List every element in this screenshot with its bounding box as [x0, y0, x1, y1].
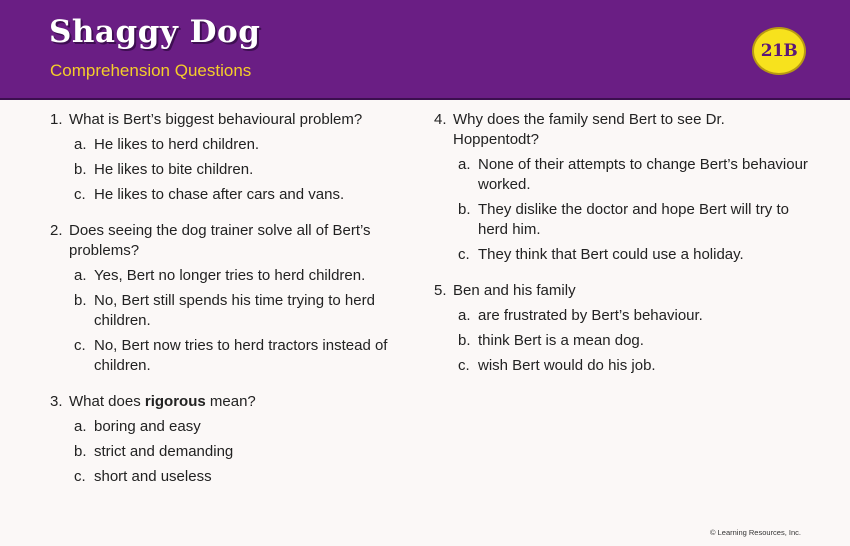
option-text: They dislike the doctor and hope Bert will try to herd him. [478, 201, 789, 238]
question-number: 1. [50, 111, 63, 128]
vocabulary-word: rigorous [144, 393, 206, 410]
question-4 [434, 110, 814, 265]
option-letter: a. [458, 156, 471, 173]
option-letter: b. [458, 201, 471, 218]
option-text: Yes, Bert no longer tries to herd children. [94, 267, 366, 284]
option-letter: a. [74, 418, 87, 435]
copyright-notice: © Learning Resources, Inc. [710, 528, 801, 537]
option-text: strict and demanding [94, 443, 234, 460]
answer-options [453, 155, 814, 265]
option-letter: c. [458, 246, 470, 263]
option-text: No, Bert still spends his time trying to herd children. [94, 292, 375, 329]
option-text: No, Bert now tries to herd tractors instead of children. [94, 337, 388, 374]
left-column [50, 110, 410, 487]
card-header [0, 0, 850, 100]
option-text: He likes to herd children. [94, 136, 260, 153]
option-text: None of their attempts to change Bert’s behaviour worked. [478, 156, 808, 193]
answer-option [69, 291, 410, 331]
option-text: He likes to chase after cars and vans. [94, 186, 345, 203]
question-text-start: What does [69, 393, 141, 410]
option-letter: c. [458, 357, 470, 374]
right-column [434, 110, 814, 376]
option-letter: b. [74, 443, 87, 460]
question-number: 3. [50, 393, 63, 410]
question-text: Why does the family send Bert to see Dr. Hoppentodt? [453, 111, 725, 148]
question-1 [50, 110, 410, 205]
option-letter: b. [458, 332, 471, 349]
option-text: short and useless [94, 468, 212, 485]
option-letter: a. [74, 267, 87, 284]
question-2 [50, 221, 410, 376]
question-number: 5. [434, 282, 447, 299]
question-text [69, 392, 410, 412]
option-text: think Bert is a mean dog. [478, 332, 644, 349]
answer-option [453, 155, 814, 195]
option-text: They think that Bert could use a holiday. [478, 246, 744, 263]
option-letter: a. [74, 136, 87, 153]
answer-option [453, 306, 814, 326]
answer-option [453, 200, 814, 240]
question-number: 4. [434, 111, 447, 128]
answer-options [69, 135, 410, 205]
answer-option [453, 245, 814, 265]
badge-label: 21B [760, 41, 798, 61]
answer-options [69, 266, 410, 376]
answer-option [69, 467, 410, 487]
question-text-end: mean? [209, 393, 256, 410]
question-3 [50, 392, 410, 487]
option-letter: c. [74, 186, 86, 203]
question-text: Does seeing the dog trainer solve all of Bert’s problems? [69, 222, 371, 259]
card-number-badge [752, 27, 806, 75]
question-number: 2. [50, 222, 63, 239]
answer-option [69, 160, 410, 180]
card-subtitle: Comprehension Questions [50, 61, 252, 80]
option-text: are frustrated by Bert’s behaviour. [478, 307, 703, 324]
answer-option [453, 331, 814, 351]
answer-options [453, 306, 814, 376]
answer-option [69, 336, 410, 376]
answer-option [69, 442, 410, 462]
option-text: wish Bert would do his job. [478, 357, 656, 374]
option-text: boring and easy [94, 418, 201, 435]
question-5 [434, 281, 814, 376]
answer-option [69, 417, 410, 437]
question-text: Ben and his family [453, 282, 576, 299]
option-letter: c. [74, 337, 86, 354]
answer-options [69, 417, 410, 487]
answer-option [69, 185, 410, 205]
option-letter: a. [458, 307, 471, 324]
option-text: He likes to bite children. [94, 161, 254, 178]
answer-option [453, 356, 814, 376]
option-letter: b. [74, 161, 87, 178]
option-letter: b. [74, 292, 87, 309]
card-title: Shaggy Dog [49, 14, 261, 50]
option-letter: c. [74, 468, 86, 485]
question-text: What is Bert’s biggest behavioural problem? [69, 111, 363, 128]
answer-option [69, 266, 410, 286]
answer-option [69, 135, 410, 155]
